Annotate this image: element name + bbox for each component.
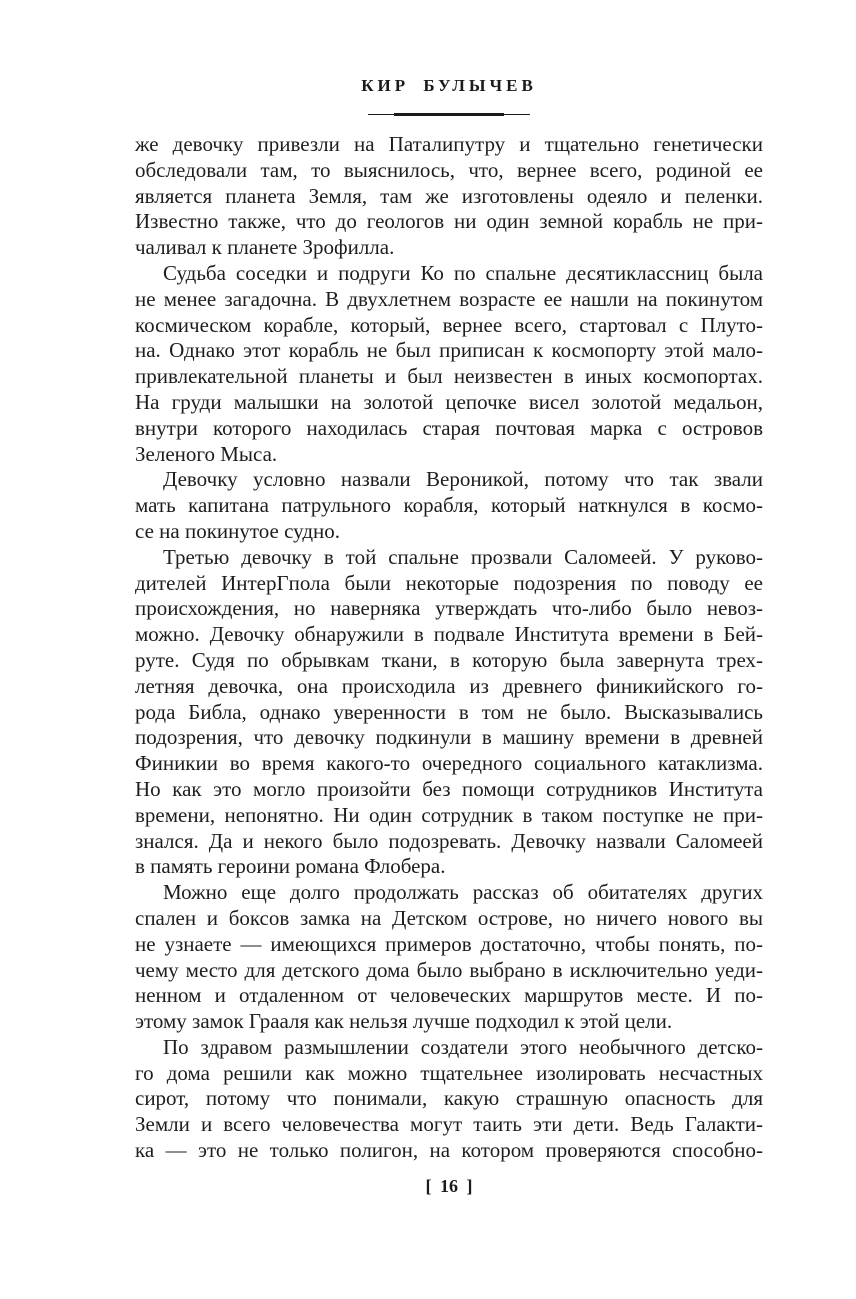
text-line: мать капитана патрульного корабля, который наткнулся в космо- xyxy=(135,493,763,518)
text-line: рода Библа, однако уверенности в том не было. Высказывались xyxy=(135,699,763,724)
text-line: Известно также, что до геологов ни один земной корабль не при- xyxy=(135,209,763,234)
ornament-thick-rule xyxy=(394,113,504,116)
text-line: летняя девочка, она происходила из древнего финикийского го- xyxy=(135,673,763,698)
text-line: чаливал к планете Зрофилла. xyxy=(135,235,395,260)
text-line: се на покинутое судно. xyxy=(135,518,340,543)
text-line: обследовали там, то выяснилось, что, вернее всего, родиной ее xyxy=(135,157,763,182)
text-line: привлекательной планеты и был неизвестен в иных космопортах. xyxy=(135,364,763,389)
text-line: ненном и отдаленном от человеческих маршрутов месте. И по- xyxy=(135,983,763,1008)
text-line: является планета Земля, там же изготовлены одеяло и пеленки. xyxy=(135,183,763,208)
text-line: На груди малышки на золотой цепочке висел золотой медальон, xyxy=(135,389,763,414)
text-line: подозрения, что девочку подкинули в машину времени в древней xyxy=(135,725,763,750)
text-line: Судьба соседки и подруги Ко по спальне десятиклассниц была xyxy=(163,260,763,285)
text-line: руте. Судя по обрывкам ткани, в которую была завернута трех- xyxy=(135,647,763,672)
text-line: чему место для детского дома было выбрано в исключительно уеди- xyxy=(135,957,763,982)
text-line: не узнаете — имеющихся примеров достаточно, чтобы понять, по- xyxy=(135,931,763,956)
paragraph xyxy=(135,261,763,467)
paragraph xyxy=(135,467,763,544)
paragraph xyxy=(135,1035,763,1164)
text-line: внутри которого находилась старая почтовая марка с островов xyxy=(135,415,763,440)
text-line: ка — это не только полигон, на котором проверяются способно- xyxy=(135,1138,763,1163)
text-line: Но как это могло произойти без помощи сотрудников Института xyxy=(135,776,763,801)
header-rule-ornament xyxy=(135,110,763,120)
text-line: Земли и всего человечества могут таить эти дети. Ведь Галакти- xyxy=(135,1112,763,1137)
page-number: [ 16 ] xyxy=(425,1176,473,1196)
paragraph xyxy=(135,880,763,1035)
text-line: на. Однако этот корабль не был приписан к космопорту этой мало- xyxy=(135,338,763,363)
text-line: сирот, потому что понимали, какую страшную опасность для xyxy=(135,1086,763,1111)
text-line: го дома решили как можно тщательнее изолировать несчастных xyxy=(135,1060,763,1085)
body-text xyxy=(135,132,763,1164)
text-line: происхождения, но наверняка утверждать что-либо было невоз- xyxy=(135,596,763,621)
text-line: не менее загадочна. В двухлетнем возрасте ее нашли на покинутом xyxy=(135,286,763,311)
text-line: космическом корабле, который, вернее всего, стартовал с Плуто- xyxy=(135,312,763,337)
paragraph xyxy=(135,132,763,261)
paragraph xyxy=(135,545,763,880)
text-line: в память героини романа Флобера. xyxy=(135,854,446,879)
text-line: Финикии во время какого-то очередного социального катаклизма. xyxy=(135,751,763,776)
text-line: же девочку привезли на Паталипутру и тщательно генетически xyxy=(135,132,763,156)
text-line: Можно еще долго продолжать рассказ об обитателях других xyxy=(163,880,763,905)
running-head-author: КИР БУЛЫЧЕВ xyxy=(361,76,537,95)
text-line: Зеленого Мыса. xyxy=(135,441,278,466)
text-line: дителей ИнтерГпола были некоторые подозрения по поводу ее xyxy=(135,570,763,595)
text-line: времени, непонятно. Ни один сотрудник в таком поступке не при- xyxy=(135,802,763,827)
text-line: спален и боксов замка на Детском острове, но ничего нового вы xyxy=(135,905,763,930)
text-line: Третью девочку в той спальне прозвали Саломеей. У руково- xyxy=(163,544,763,569)
text-line: этому замок Грааля как нельзя лучше подходил к этой цели. xyxy=(135,1009,673,1034)
text-line: можно. Девочку обнаружили в подвале Института времени в Бей- xyxy=(135,622,763,647)
text-line: Девочку условно назвали Вероникой, потому что так звали xyxy=(163,467,763,492)
text-line: По здравом размышлении создатели этого необычного детско- xyxy=(163,1034,763,1059)
text-line: знался. Да и некого было подозревать. Девочку назвали Саломеей xyxy=(135,828,763,853)
